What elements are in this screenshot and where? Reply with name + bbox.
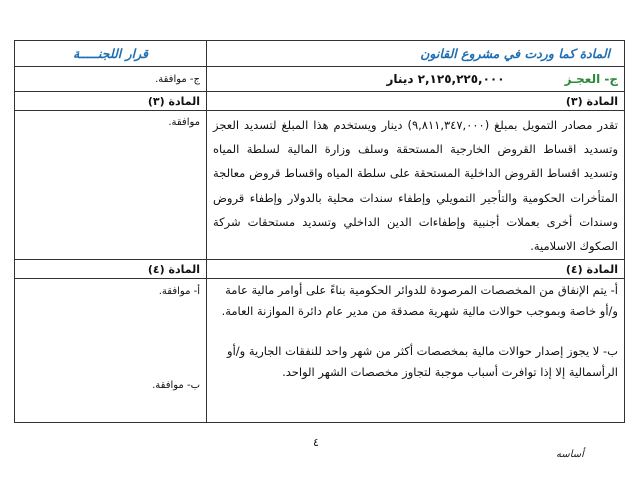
article3-decision-title: المادة (٣) bbox=[147, 94, 200, 108]
article4-title: المادة (٤) bbox=[206, 260, 624, 278]
deficit-cell bbox=[206, 67, 624, 91]
article4-para-a: أ- يتم الإنفاق من المخصصات المرصودة للدوائر الحكومية بناءً على أوامر مالية عامة و/أو خاصة وبموجب حوالات مالية شهرية مصدقة من مدير عام دائرة الموازنة العامة. bbox=[221, 283, 618, 318]
deficit-label: ج- العجـز bbox=[564, 72, 618, 86]
table-header-row bbox=[15, 41, 624, 67]
signature: أساسه bbox=[556, 449, 584, 460]
header-article-as-drafted: المادة كما وردت في مشروع القانون bbox=[206, 41, 624, 66]
article3-text: تقدر مصادر التمويل بمبلغ (٩,٨١١,٣٤٧,٠٠٠) دينار ويستخدم هذا المبلغ لتسديد العجز وتسديد اقساط القروض الخارجية المستحقة وسلف وزارة المالية لسلطة المياه وتسديد اقساط القروض الداخلية المستحقة على سلطة المياه واقساط قروض معالجة المتأخرات الحكومية والتأجير التمويلي وإطفاء سندات محلية بالدولار وإطفاء قروض وسندات أخرى بعملات أجنبية وإطفاءات الدين الداخلي وتسديد مستحقات شركة الصكوك الاسلامية. bbox=[206, 111, 624, 259]
article4-text bbox=[206, 279, 624, 422]
deficit-row bbox=[15, 67, 624, 92]
article4-title-row bbox=[15, 260, 624, 279]
article4-decision-cell bbox=[15, 279, 206, 422]
article3-title: المادة (٣) bbox=[206, 92, 624, 110]
article4-body-row bbox=[15, 279, 624, 422]
article4-para-b: ب- لا يجوز إصدار حوالات مالية بمخصصات أكثر من شهر واحد للنفقات الجارية و/أو الرأسمالية إلا إذا توافرت أسباب موجبة لتجاوز مخصصات الشهر الواحد. bbox=[227, 344, 618, 379]
law-comparison-table bbox=[14, 40, 625, 423]
article3-title-row bbox=[15, 92, 624, 111]
header-committee-decision: قرار اللجنـــــة bbox=[73, 46, 149, 61]
page-number: ٤ bbox=[313, 436, 319, 449]
paragraph-spacer bbox=[213, 321, 618, 341]
article3-decision: موافقة. bbox=[168, 117, 200, 128]
deficit-decision: ج- موافقة. bbox=[155, 73, 200, 85]
deficit-amount: ٢,١٢٥,٢٢٥,٠٠٠ دينار bbox=[386, 72, 505, 86]
article4-decision-b: ب- موافقة. bbox=[152, 380, 200, 391]
article3-body-row bbox=[15, 111, 624, 260]
article4-decision-a: أ- موافقة. bbox=[158, 286, 200, 297]
article4-decision-title: المادة (٤) bbox=[147, 262, 200, 276]
